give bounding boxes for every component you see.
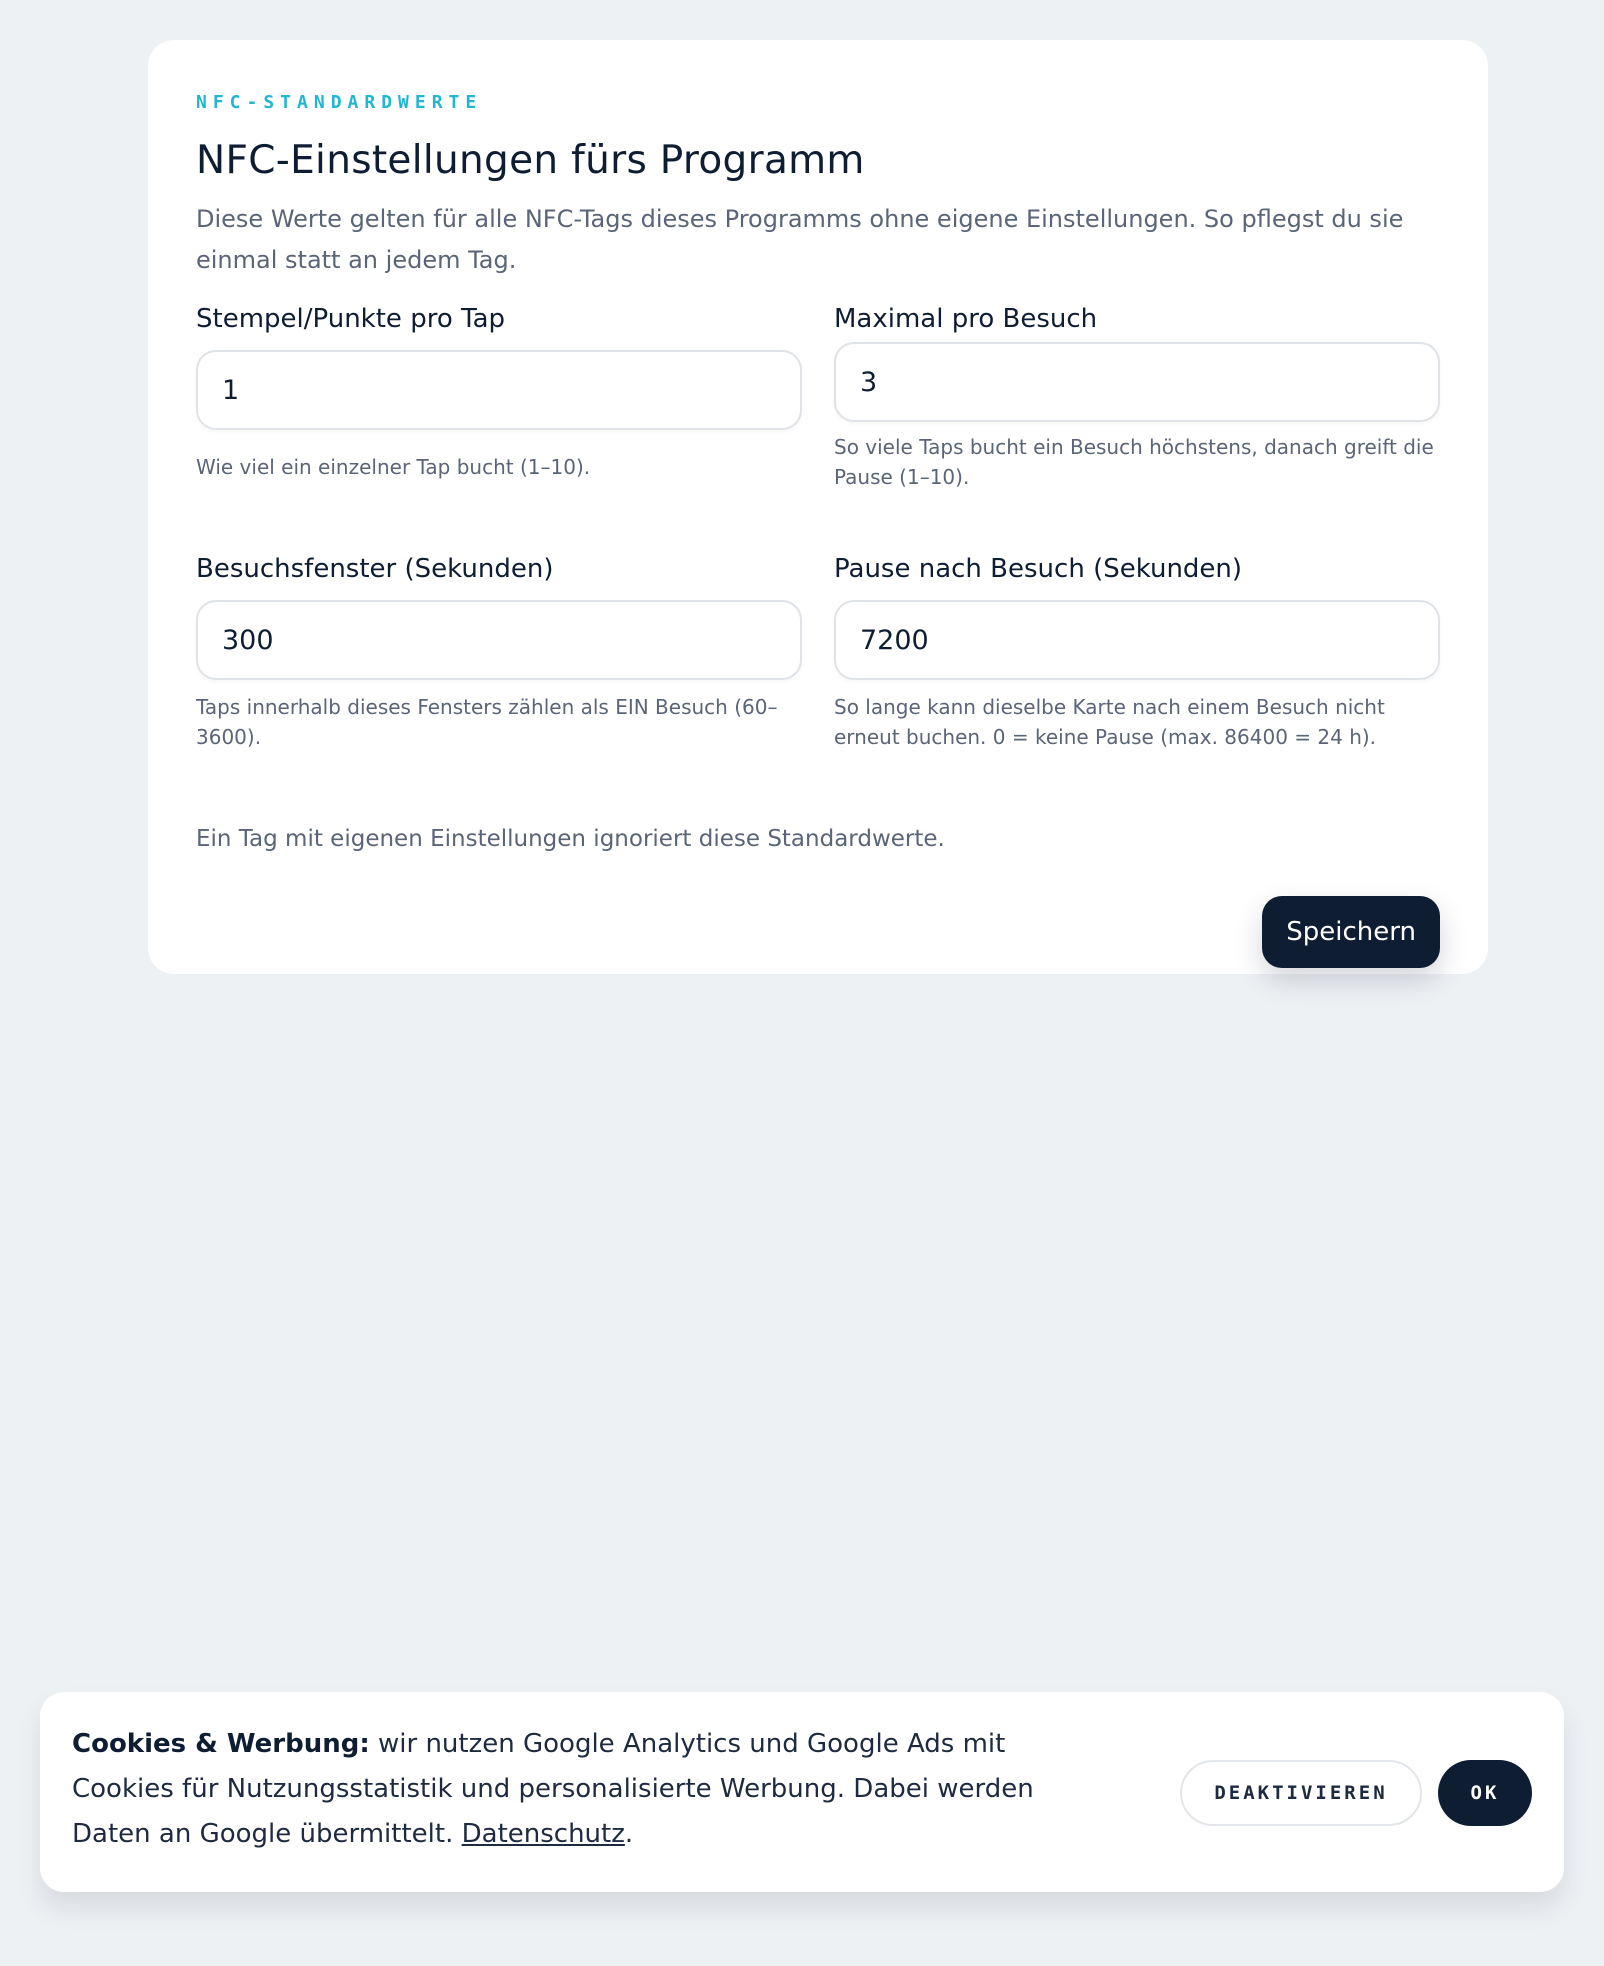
nfc-settings-card [148,40,1488,974]
field-visit-window [196,554,802,752]
field-stamps-per-tap [196,304,802,482]
section-eyebrow: NFC-STANDARDWERTE [196,92,483,113]
field-hint: So lange kann dieselbe Karte nach einem Besuch nicht erneut buchen. 0 = keine Pause (max. 86400 = 24 h). [834,695,1385,749]
field-hint: Wie viel ein einzelner Tap bucht (1–10). [196,455,591,479]
page-description: Diese Werte gelten für alle NFC-Tags dieses Programms ohne eigene Einstellungen. So pflegst du sie einmal statt an jedem Tag. [196,205,1404,274]
cookie-text [72,1722,1112,1857]
cookie-heading: Cookies & Werbung: [72,1729,370,1759]
save-button[interactable]: Speichern [1262,896,1440,968]
privacy-link[interactable]: Datenschutz [461,1819,625,1849]
visit-window-input[interactable] [196,600,802,680]
deactivate-cookies-button[interactable]: DEAKTIVIEREN [1180,1760,1422,1826]
override-note: Ein Tag mit eigenen Einstellungen ignoriert diese Standardwerte. [196,826,945,852]
stamps-per-tap-input[interactable] [196,350,802,430]
field-hint: So viele Taps bucht ein Besuch höchstens, danach greift die Pause (1–10). [834,435,1434,489]
field-label: Besuchsfenster (Sekunden) [196,554,554,584]
field-max-per-visit [834,304,1440,492]
field-label: Pause nach Besuch (Sekunden) [834,554,1243,584]
cookie-trailing: . [624,1819,634,1849]
field-label: Stempel/Punkte pro Tap [196,304,506,334]
field-pause-after-visit [834,554,1440,752]
settings-grid [196,304,1440,800]
page-title: NFC-Einstellungen fürs Programm [196,138,865,183]
cookie-banner [40,1692,1564,1892]
max-per-visit-input[interactable] [834,342,1440,422]
field-label: Maximal pro Besuch [834,304,1098,334]
pause-after-visit-input[interactable] [834,600,1440,680]
field-hint: Taps innerhalb dieses Fensters zählen als EIN Besuch (60–3600). [196,695,778,749]
cookie-body: wir nutzen Google Analytics und Google Ads mit Cookies für Nutzungsstatistik und personalisierte Werbung. Dabei werden Daten an Google übermittelt. [72,1729,1034,1849]
accept-cookies-button[interactable]: OK [1438,1760,1532,1826]
